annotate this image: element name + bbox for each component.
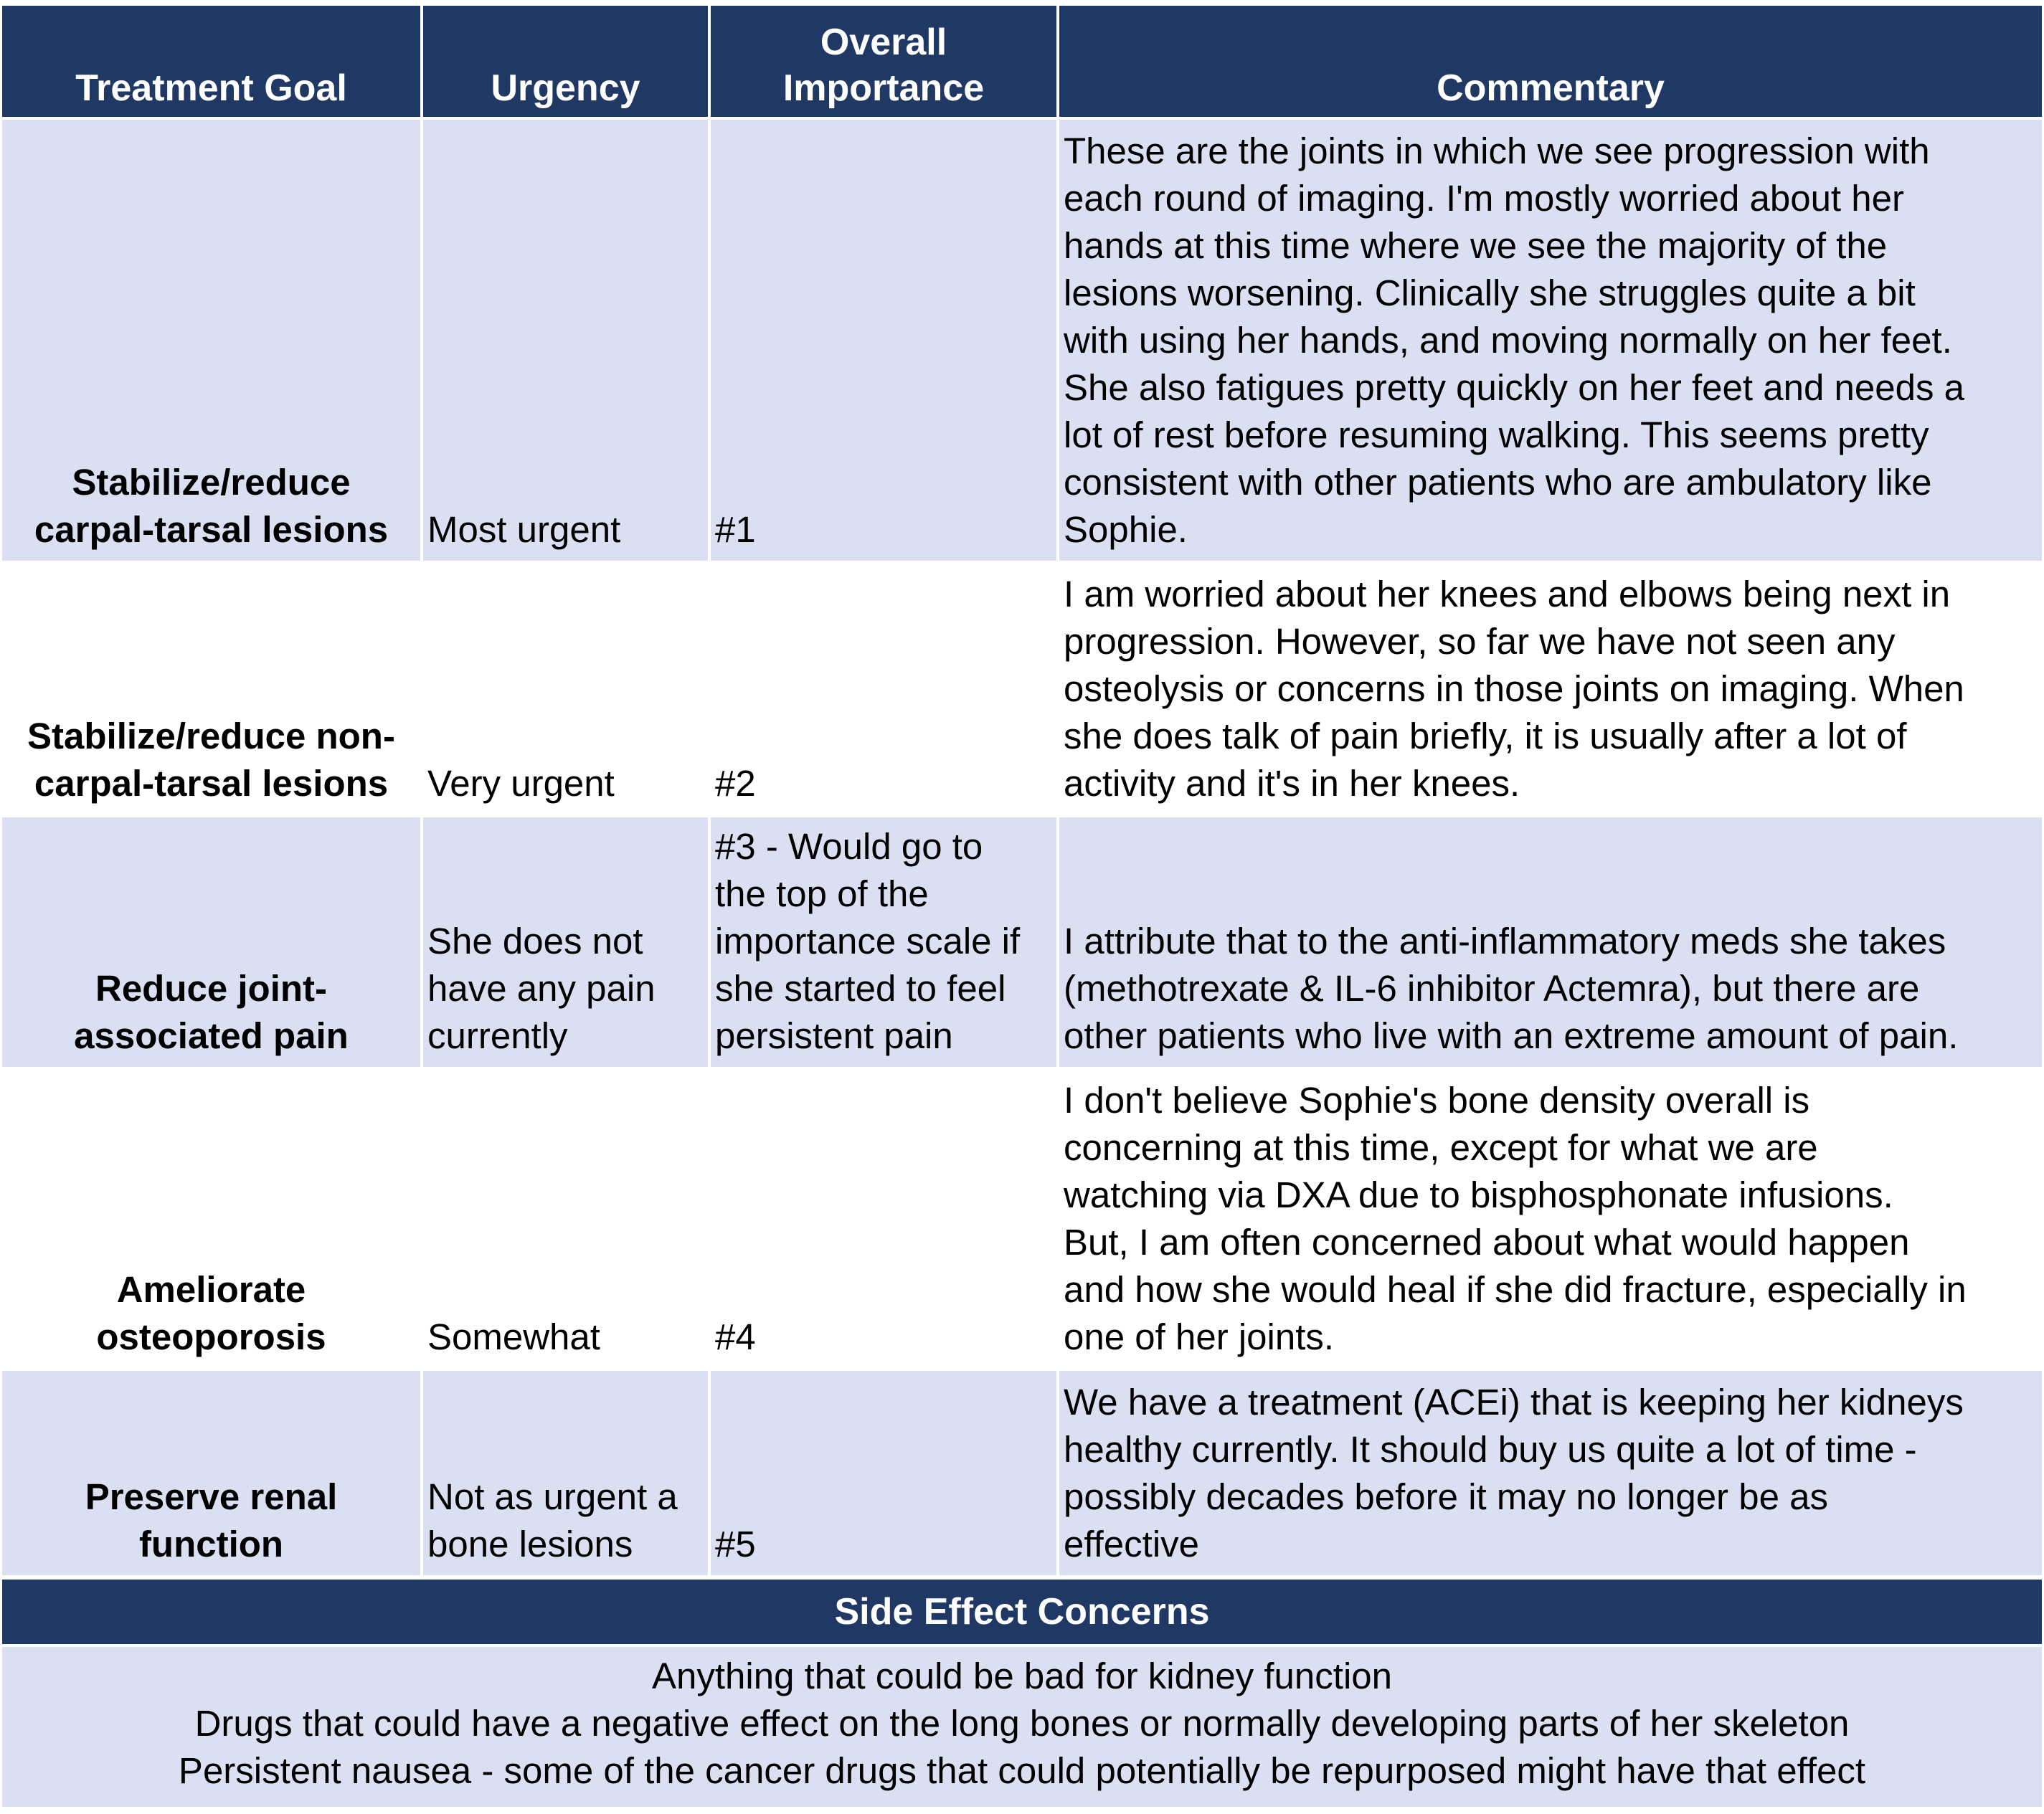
commentary-cell: I attribute that to the anti-inflammatory meds she takes (methotrexate & IL-6 inhibitor Actemra), but there are other patients who live with an extreme amount of pain. — [1058, 816, 2042, 1068]
side-effect-item: Drugs that could have a negative effect on the long bones or normally developing parts of her skeleton — [194, 1703, 1850, 1744]
treatment-goal-cell: Reduce joint- associated pain — [2, 816, 422, 1068]
table-header-row — [2, 6, 2042, 118]
commentary-cell: I am worried about her knees and elbows being next in progression. However, so far we have not seen any osteolysis or concerns in those joints on imaging. When she does talk of pain briefly, it is usually after a lot of activity and it's in her knees. — [1058, 562, 2042, 816]
header-overall-importance: Overall Importance — [709, 6, 1058, 118]
urgency-cell: Very urgent — [422, 562, 709, 816]
table-row — [2, 562, 2042, 816]
urgency-cell: Not as urgent a bone lesions — [422, 1369, 709, 1577]
treatment-goal-cell: Stabilize/reduce non- carpal-tarsal lesions — [2, 562, 422, 816]
header-urgency: Urgency — [422, 6, 709, 118]
side-effect-item: Persistent nausea - some of the cancer drugs that could potentially be repurposed might have that effect — [178, 1750, 1866, 1791]
importance-cell: #5 — [709, 1369, 1058, 1577]
table-row — [2, 1068, 2042, 1369]
commentary-cell: We have a treatment (ACEi) that is keeping her kidneys healthy currently. It should buy us quite a lot of time - possibly decades before it may no longer be as effective — [1058, 1369, 2042, 1577]
header-treatment-goal: Treatment Goal — [2, 6, 422, 118]
treatment-goal-cell: Ameliorate osteoporosis — [2, 1068, 422, 1369]
table-row — [2, 118, 2042, 562]
treatment-goals-document — [2, 6, 2042, 1807]
importance-cell: #3 - Would go to the top of the importance scale if she started to feel persistent pain — [709, 816, 1058, 1068]
importance-cell: #2 — [709, 562, 1058, 816]
table-row — [2, 816, 2042, 1068]
side-effect-concerns-list — [2, 1647, 2042, 1807]
urgency-cell: Most urgent — [422, 118, 709, 562]
treatment-goal-cell: Stabilize/reduce carpal-tarsal lesions — [2, 118, 422, 562]
table-row — [2, 1369, 2042, 1577]
side-effect-concerns-header: Side Effect Concerns — [2, 1580, 2042, 1644]
commentary-cell: I don't believe Sophie's bone density overall is concerning at this time, except for what we are watching via DXA due to bisphosphonate infusions. But, I am often concerned about what would happen and how she would heal if she did fracture, especially in one of her joints. — [1058, 1068, 2042, 1369]
side-effect-item: Anything that could be bad for kidney function — [651, 1656, 1393, 1696]
header-commentary: Commentary — [1058, 6, 2042, 118]
treatment-goal-cell: Preserve renal function — [2, 1369, 422, 1577]
treatment-goals-table — [2, 6, 2042, 1578]
commentary-cell: These are the joints in which we see progression with each round of imaging. I'm mostly worried about her hands at this time where we see the majority of the lesions worsening. Clinically she struggles quite a bit with using her hands, and moving normally on her feet. She also fatigues pretty quickly on her feet and needs a lot of rest before resuming walking. This seems pretty consistent with other patients who are ambulatory like Sophie. — [1058, 118, 2042, 562]
urgency-cell: She does not have any pain currently — [422, 816, 709, 1068]
urgency-cell: Somewhat — [422, 1068, 709, 1369]
importance-cell: #4 — [709, 1068, 1058, 1369]
importance-cell: #1 — [709, 118, 1058, 562]
